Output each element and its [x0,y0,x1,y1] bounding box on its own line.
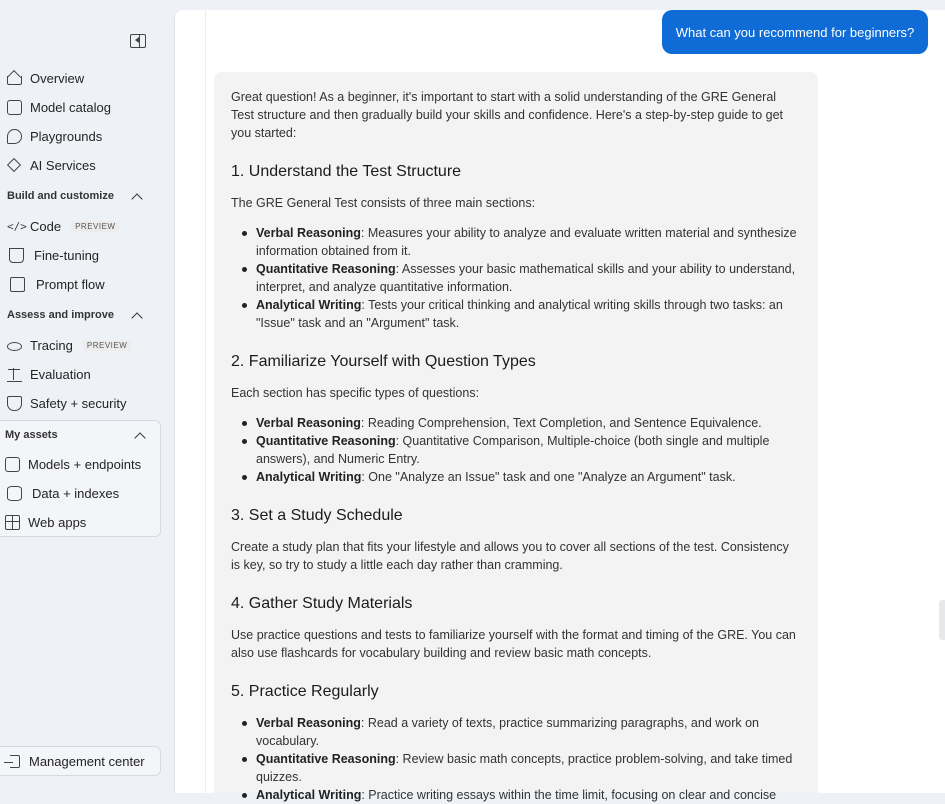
list-item [256,750,801,786]
section-text: Each section has specific types of questions: [231,386,480,400]
database-icon [7,486,22,501]
preview-badge: PREVIEW [83,340,131,351]
section-text: The GRE General Test consists of three main sections: [231,196,536,210]
list-item [256,296,801,332]
list-item [256,714,801,750]
bullet-list [231,414,801,486]
flow-icon [10,277,25,292]
divider [205,10,206,793]
item-text: : Reading Comprehension, Text Completion, and Sentence Equivalence. [360,416,762,430]
item-text: : Measures your ability to analyze and evaluate written material and synthesize information obtained from it. [256,226,797,258]
item-bold: Quantitative Reasoning [256,262,396,276]
sidebar-item-label: Overview [30,70,85,86]
diamond-icon [7,157,21,171]
section-title: Build and customize [7,190,114,202]
bullet-list [231,224,801,332]
item-text: : Quantitative Comparison, Multiple-choice (both single and multiple answers), and Numeric Entry. [256,434,770,466]
sidebar-item-tracing[interactable] [7,335,131,355]
preview-badge: PREVIEW [71,221,119,232]
exit-icon [10,755,20,768]
sidebar [0,0,168,793]
item-text: : Practice writing essays within the time limit, focusing on clear and concise [361,788,777,802]
item-bold: Verbal Reasoning [256,226,361,240]
sidebar-item-models-endpoints[interactable] [5,454,141,474]
item-bold: Analytical Writing [256,298,362,312]
list-item [256,432,801,468]
user-message: What can you recommend for beginners? [662,10,928,54]
section-text: Use practice questions and tests to familiarize yourself with the format and timing of the GRE. You can also use flashcards for vocabulary building and review basic math concepts. [231,628,796,660]
item-text: : Read a variety of texts, practice summarizing paragraphs, and work on vocabulary. [256,716,760,748]
section-heading: 1. Understand the Test Structure [231,163,462,180]
item-text: : Tests your critical thinking and analytical writing skills through two tasks: an "Issue" task and an "Argument" task. [256,298,783,330]
cube-icon [5,457,20,472]
sidebar-item-label: Models + endpoints [28,456,142,472]
sidebar-item-label: Code [30,218,62,234]
diamond-icon-wrap [7,158,22,173]
cube-icon [7,100,22,115]
item-text: : One "Analyze an Issue" task and one "Analyze an Argument" task. [361,470,736,484]
sidebar-item-label: Tracing [30,337,73,353]
list-item [256,786,801,804]
section-heading: 3. Set a Study Schedule [231,507,403,524]
scroll-handle[interactable] [939,600,945,640]
sidebar-item-label: Model catalog [30,99,111,115]
sidebar-item-label: Playgrounds [30,128,103,144]
list-item [256,224,801,260]
item-bold: Verbal Reasoning [256,716,361,730]
section-assess-improve[interactable] [7,309,147,321]
sidebar-item-label: Prompt flow [36,276,105,292]
scale-icon [7,367,22,382]
list-item [256,468,801,486]
sidebar-item-overview[interactable] [7,68,84,88]
section-text: Create a study plan that fits your lifestyle and allows you to cover all sections of the test. Consistency is key, so try to study a little each day rather than cramming. [231,540,789,572]
intro-text: Great question! As a beginner, it's important to start with a solid understanding of the GRE General Test structure and then gradually build your skills and confidence. Here's a step-by-step guide to get you started: [231,90,784,140]
chevron-up-icon[interactable] [131,193,142,204]
section-heading: 2. Familiarize Yourself with Question Types [231,353,536,370]
sidebar-item-label: Evaluation [30,366,91,382]
item-bold: Quantitative Reasoning [256,434,396,448]
sidebar-item-label: Data + indexes [32,485,120,501]
section-my-assets[interactable] [5,429,150,441]
bullet-list [231,714,801,804]
sidebar-item-model-catalog[interactable] [7,97,111,117]
tracing-icon [7,342,22,351]
collapse-sidebar-icon[interactable] [130,34,146,48]
management-center-label: Management center [29,753,145,769]
list-item [256,414,801,432]
flask-icon [9,248,24,263]
sidebar-item-web-apps[interactable] [5,512,86,532]
section-build-customize[interactable] [7,190,147,202]
sidebar-item-ai-services[interactable] [7,155,96,175]
code-icon: </> [7,219,27,233]
sidebar-item-safety-security[interactable] [7,393,126,413]
sidebar-item-data-indexes[interactable] [5,483,119,503]
section-heading: 4. Gather Study Materials [231,595,413,612]
sidebar-item-label: Safety + security [30,395,127,411]
web-apps-icon [5,515,20,530]
section-title: Assess and improve [7,309,114,321]
sidebar-item-label: AI Services [30,157,96,173]
assistant-response [214,72,818,802]
chat-icon [7,129,22,144]
sidebar-item-prompt-flow[interactable] [7,274,105,294]
section-title: My assets [5,429,58,441]
list-item [256,260,801,296]
sidebar-item-code[interactable] [7,216,119,236]
item-bold: Quantitative Reasoning [256,752,396,766]
item-bold: Verbal Reasoning [256,416,361,430]
chevron-up-icon[interactable] [131,312,142,323]
sidebar-item-evaluation[interactable] [7,364,91,384]
shield-icon [7,396,22,411]
item-text: : Review basic math concepts, practice problem-solving, and take timed quizzes. [256,752,793,784]
item-bold: Analytical Writing [256,470,362,484]
sidebar-item-fine-tuning[interactable] [7,245,99,265]
item-bold: Analytical Writing [256,788,362,802]
sidebar-item-playgrounds[interactable] [7,126,102,146]
section-heading: 5. Practice Regularly [231,683,379,700]
home-icon [7,76,22,85]
sidebar-item-label: Web apps [28,514,87,530]
item-text: : Assesses your basic mathematical skills and your ability to understand, interpret, and analyze quantitative information. [256,262,796,294]
management-center-button[interactable] [0,746,161,776]
sidebar-item-label: Fine-tuning [34,247,100,263]
